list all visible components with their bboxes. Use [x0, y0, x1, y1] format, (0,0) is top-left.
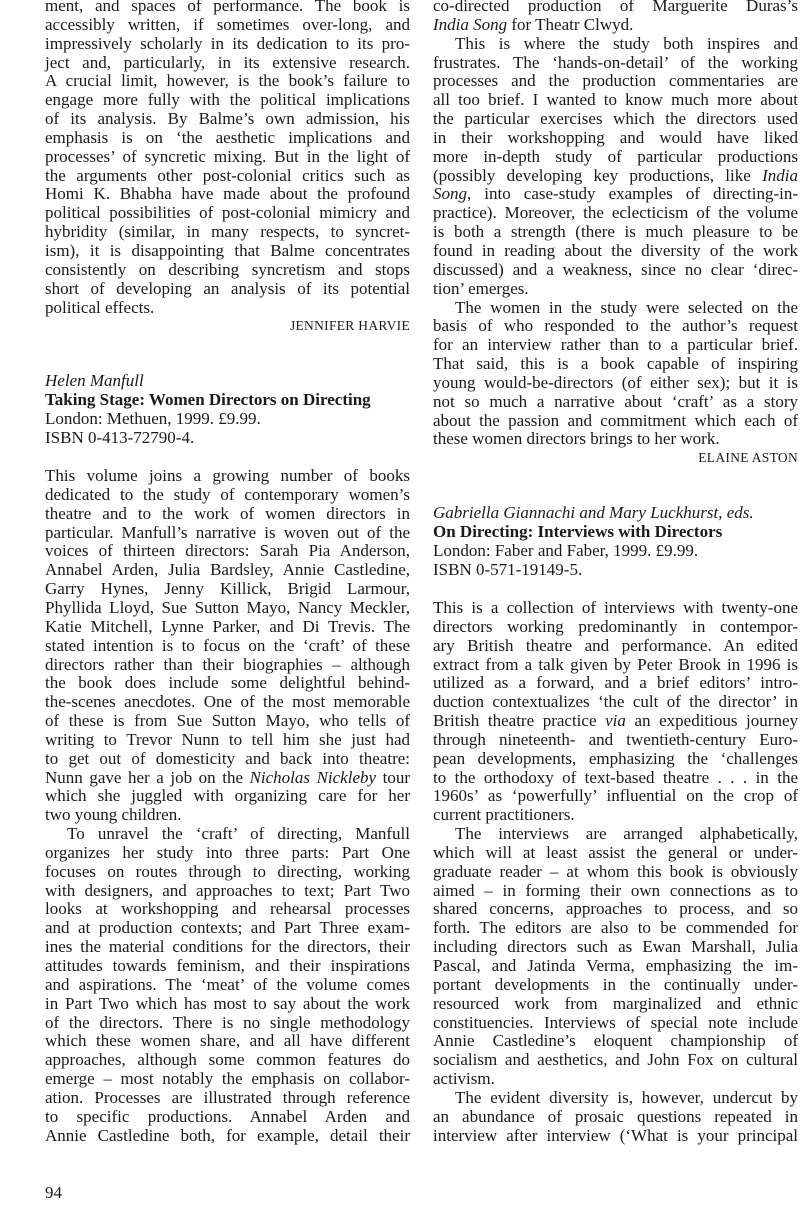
text-line: approaches, although some common features do [45, 1050, 410, 1070]
italic-title: India Song [433, 14, 508, 34]
text-segment: (possibly developing key productions, like [433, 165, 763, 185]
text-line: processes and the production commentaries are [433, 71, 798, 91]
text-line: engage more fully with the political implications [45, 90, 410, 110]
text-line: stated intention is to focus on the ‘craft’ of these [45, 635, 410, 655]
paragraph [433, 1089, 798, 1146]
text-line [433, 185, 798, 204]
text-line: with designers, and approaches to text; Part Two [45, 880, 410, 900]
book-author: Gabriella Giannachi and Mary Luckhurst, eds. [433, 503, 754, 523]
text-line: Annabel Arden, Julia Bardsley, Annie Castledine, [45, 560, 410, 580]
text-line: focuses on routes through to directing, working [45, 861, 410, 881]
text-line: pean developments, emphasizing the ‘challenges [433, 748, 798, 768]
text-line: To unravel the ‘craft’ of directing, Manfull [67, 824, 410, 844]
text-line: processes’ of syncretic mixing. But in the light of [45, 146, 410, 166]
publication-info: ISBN 0-571-19149-5. [433, 559, 583, 579]
text-line: activism. [433, 1069, 495, 1089]
text-line: the-scenes anecdotes. One of the most memorable [45, 692, 410, 712]
text-line: to get out of domesticity and back into theatre: [45, 748, 410, 768]
text-line: Phyllida Lloyd, Sue Sutton Mayo, Nancy Meckler, [45, 597, 410, 617]
text-line: of the directors. There is no single methodology [45, 1012, 410, 1032]
text-segment: Nunn gave her a job on the [45, 767, 250, 787]
text-line: Annie Castledine both, for example, detail their [45, 1125, 410, 1145]
text-segment: an expeditious journey [625, 711, 798, 731]
text-line [433, 712, 798, 731]
text-line: all too brief. I wanted to know much more about [433, 90, 798, 110]
book-title: On Directing: Interviews with Directors [433, 521, 723, 541]
text-line: writing to Trevor Nunn to tell him she just had [45, 729, 410, 749]
text-line: these women directors brings to her work. [433, 429, 720, 449]
text-line: socialism and aesthetics, and John Fox on cultural [433, 1050, 798, 1070]
text-line: Annie Castledine’s eloquent championship of [433, 1031, 798, 1051]
text-line: which will at least assist the general or under- [433, 842, 798, 862]
text-line: practice). Moreover, the eclecticism of the volume [433, 203, 798, 223]
text-line: ines the material conditions for the directors, their [45, 937, 410, 957]
text-line: The interviews are arranged alphabetically, [455, 824, 798, 844]
text-line: ism), it is disappointing that Balme concentrates [45, 240, 410, 260]
text-line: short of developing an analysis of its potential [45, 278, 410, 298]
text-line: and aspirations. The ‘meat’ of the volume comes [45, 974, 410, 994]
text-line: That said, this is a book capable of inspiring [433, 354, 798, 374]
text-line [433, 167, 798, 186]
text-line: shared concerns, approaches to process, and so [433, 899, 798, 919]
text-line: political effects. [45, 297, 155, 317]
text-line: resourced work from marginalized and ethnic [433, 993, 798, 1013]
text-line: accessibly written, if sometimes over-long, and [45, 14, 410, 34]
italic-title: via [605, 711, 626, 731]
text-line: the arguments other post-colonial critics such as [45, 165, 410, 185]
text-line: not so much a narrative about ‘craft’ as a story [433, 391, 798, 411]
text-line: hybridity (similar, in many respects, to syncret- [45, 222, 410, 242]
italic-title: India [762, 165, 798, 185]
text-line: found in reading about the diversity of the work [433, 240, 798, 260]
text-line: emphasis is on ‘the aesthetic implications and [45, 127, 410, 147]
text-line: about the passion and commitment which each of [433, 410, 798, 430]
text-line: voices of thirteen directors: Sarah Pia Anderson, [45, 541, 410, 561]
text-line: A crucial limit, however, is the book’s failure to [45, 71, 410, 91]
text-line: the particular exercises which the directors used [433, 109, 798, 129]
reviewer-name: ELAINE ASTON [698, 450, 798, 466]
text-line: ation. Processes are illustrated through reference [45, 1087, 410, 1107]
text-line: dedicated to the study of contemporary women’s [45, 484, 410, 504]
text-line: theatre and to the work of women directors in [45, 503, 410, 523]
book-author: Helen Manfull [45, 371, 144, 391]
text-line: and at production contexts; and Part Three exam- [45, 918, 410, 938]
text-segment: British theatre practice [433, 711, 606, 731]
text-line: forth. The editors are also to be commended for [433, 918, 798, 938]
left-column [45, 0, 410, 1145]
paragraph [433, 599, 798, 825]
reviewer-name: JENNIFER HARVIE [289, 318, 410, 334]
text-line: is both a strength (there is much pleasure to be [433, 222, 798, 242]
text-line: directors working predominantly in contempor- [433, 616, 798, 636]
italic-title: Song [433, 184, 467, 204]
text-line: frustrates. The ‘hands-on-detail’ of the working [433, 52, 798, 72]
text-line: This volume joins a growing number of books [45, 466, 410, 486]
text-line: particular. Manfull’s narrative is woven out of the [45, 522, 410, 542]
text-line: constituencies. Interviews of special note include [433, 1012, 798, 1032]
paragraph [45, 0, 410, 317]
text-line: of its analysis. By Balme’s own admission, his [45, 109, 410, 129]
text-segment: for Theatr Clwyd. [507, 14, 634, 34]
paragraph [433, 825, 798, 1089]
text-line: through nineteenth- and twentieth-century Euro- [433, 729, 798, 749]
text-line: young would-be-directors (of either sex); but it is [433, 372, 798, 392]
text-line: Garry Hynes, Jenny Killick, Brigid Larmour, [45, 579, 410, 599]
text-line: Katie Mitchell, Lynne Parker, and Di Trevis. The [45, 616, 410, 636]
text-line: to specific productions. Annabel Arden and [45, 1106, 410, 1126]
text-line: ject and, particularly, in its extensive research. [45, 52, 410, 72]
text-line: to the orthodoxy of text-based theatre . . . in the [433, 767, 798, 787]
right-column [433, 0, 798, 1145]
text-line: including directors such as Ewan Marshall, Julia [433, 937, 798, 957]
text-line: duction contextualizes ‘the cult of the director’ in [433, 692, 798, 712]
book-title: Taking Stage: Women Directors on Directing [45, 390, 371, 410]
text-line: the book does include some delightful behind- [45, 673, 410, 693]
text-line: current practitioners. [433, 805, 575, 825]
text-line: basis of who responded to the author’s request [433, 316, 798, 336]
text-line: Homi K. Bhabha have made about the profound [45, 184, 410, 204]
text-line: co-directed production of Marguerite Duras’s [433, 0, 798, 15]
text-segment: , into case-study examples of directing-in- [467, 184, 798, 204]
text-line: emerge – most notably the emphasis on collabor- [45, 1069, 410, 1089]
text-line: which she juggled with organizing care for her [45, 786, 410, 806]
text-line: of these is from Sue Sutton Mayo, who tells of [45, 711, 410, 731]
paragraph [433, 0, 798, 35]
publication-info: London: Faber and Faber, 1999. £9.99. [433, 540, 699, 560]
text-line: Pascal, and Jatinda Verma, emphasizing the im- [433, 956, 798, 975]
text-line: for an interview rather than to a particular brief. [433, 335, 798, 355]
text-line: ment, and spaces of performance. The book is [45, 0, 410, 15]
text-line: in Part Two which has most to say about the work [45, 993, 410, 1013]
text-line: ary British theatre and performance. An edited [433, 635, 798, 655]
text-line: two young children. [45, 805, 182, 825]
text-line: looks at workshopping and rehearsal processes [45, 899, 410, 919]
text-line: The women in the study were selected on the [455, 297, 798, 317]
text-line: 1960s’ as ‘powerfully’ influential on the crop of [433, 786, 798, 806]
text-line: directors rather than their biographies – although [45, 654, 410, 674]
text-line: in their workshopping and would have liked [433, 127, 798, 147]
text-line: more in-depth study of particular productions [433, 146, 798, 166]
text-line [433, 16, 798, 35]
text-line: organizes her study into three parts: Part One [45, 842, 410, 862]
text-line: This is where the study both inspires and [455, 33, 798, 53]
text-line: tion’ emerges. [433, 278, 529, 298]
text-line: interview after interview (‘What is your principal [433, 1125, 798, 1145]
text-line: portant developments in the continually under- [433, 974, 798, 994]
text-line: attitudes towards feminism, and their inspirations [45, 956, 410, 975]
text-line: impressively scholarly in its dedication to its pro- [45, 33, 410, 53]
text-segment: tour [376, 767, 410, 787]
text-line: an abundance of prosaic questions repeated in [433, 1106, 798, 1126]
text-line: political possibilities of post-colonial mimicry and [45, 203, 410, 223]
paragraph [45, 825, 410, 1145]
text-line: The evident diversity is, however, undercut by [455, 1087, 798, 1107]
paragraph [433, 299, 798, 450]
text-line: utilized as a forward, and a brief editors’ intro- [433, 673, 798, 693]
italic-title: Nicholas Nickleby [249, 767, 377, 787]
text-line: This is a collection of interviews with twenty-one [433, 597, 798, 617]
text-line: discussed) and a weakness, since no clear ‘direc- [433, 259, 798, 279]
paragraph [433, 35, 798, 299]
text-line: which these women share, and all have different [45, 1031, 410, 1051]
text-line: consistently on describing syncretism and stops [45, 259, 410, 279]
paragraph [45, 467, 410, 825]
text-line: graduate reader – at whom this book is obviously [433, 861, 798, 881]
page-number: 94 [45, 1183, 62, 1202]
publication-info: ISBN 0-413-72790-4. [45, 427, 195, 447]
text-line [45, 769, 410, 788]
text-line: extract from a talk given by Peter Brook in 1996 is [433, 654, 798, 674]
text-line: aimed – in forming their own connections as to [433, 880, 798, 900]
publication-info: London: Methuen, 1999. £9.99. [45, 408, 261, 428]
